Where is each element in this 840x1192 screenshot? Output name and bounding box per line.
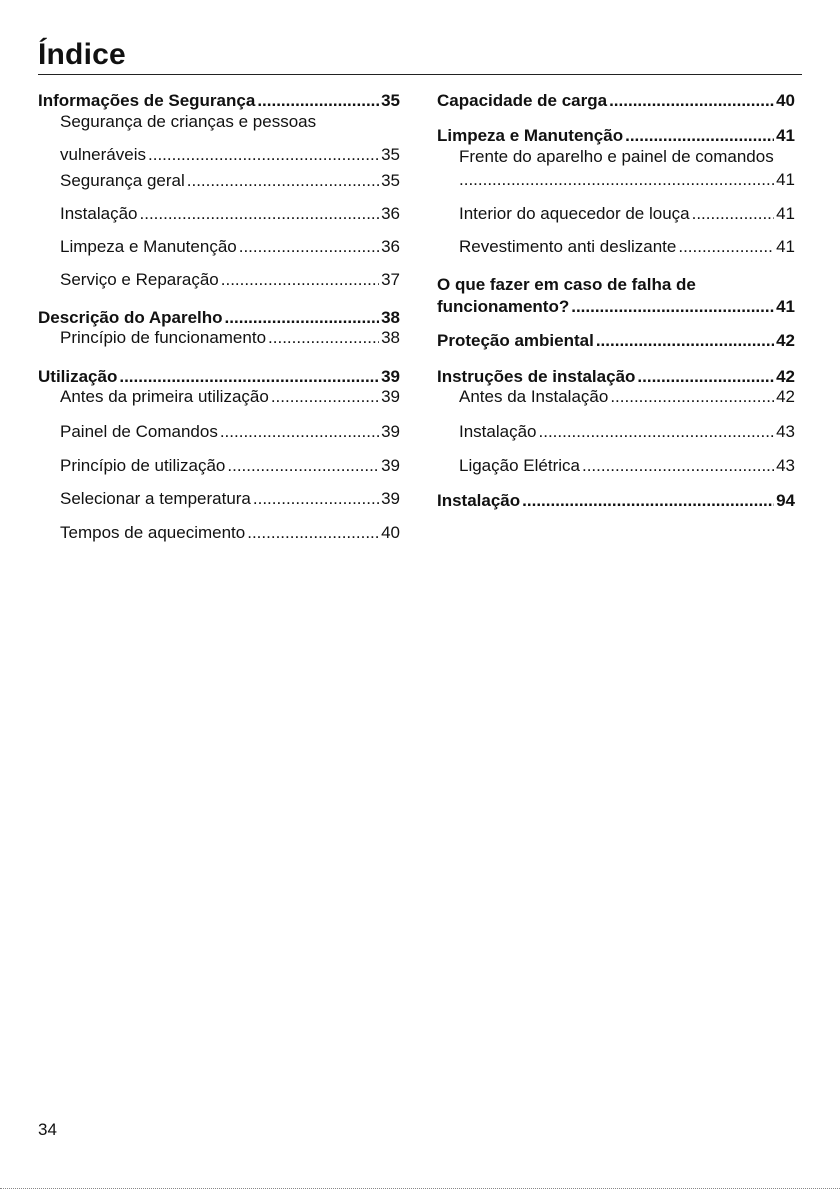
dot-leader (610, 386, 774, 408)
toc-entry-antes-instalacao[interactable]: Antes da Instalação ..... 42 (437, 386, 795, 408)
dot-leader (692, 203, 774, 225)
toc-entry-instalacao[interactable]: Instalação ..... 36 (38, 203, 400, 225)
dot-leader (225, 307, 380, 329)
dot-leader (637, 366, 774, 388)
dot-leader (119, 366, 379, 388)
dot-leader (247, 522, 379, 544)
toc-entry-seguranca-geral[interactable]: Segurança geral ..... 35 (38, 170, 400, 192)
toc-entry-descricao-aparelho[interactable]: Descrição do Aparelho ..... 38 (38, 307, 400, 329)
dot-leader (268, 327, 379, 349)
dot-leader (148, 144, 379, 166)
dot-leader (582, 455, 774, 477)
toc-entry-tempos-aquecimento[interactable]: Tempos de aquecimento ..... 40 (38, 522, 400, 544)
toc-entry-principio-utilizacao[interactable]: Princípio de utilização ..... 39 (38, 455, 400, 477)
dot-leader (253, 488, 379, 510)
page-title: Índice (38, 38, 126, 71)
toc-entry-limpeza-manutencao[interactable]: Limpeza e Manutenção ..... 36 (38, 236, 400, 258)
toc-entry-ligacao-eletrica[interactable]: Ligação Elétrica ..... 43 (437, 455, 795, 477)
bottom-dotted-edge (0, 1188, 840, 1189)
toc-entry-seguranca-criancas[interactable]: Segurança de crianças e pessoas vulneráveis ..... 35 (38, 111, 400, 166)
dot-leader (609, 90, 774, 112)
toc-entry-selecionar-temperatura[interactable]: Selecionar a temperatura ..... 39 (38, 488, 400, 510)
dot-leader (571, 296, 774, 318)
dot-leader (257, 90, 379, 112)
toc-entry-instrucoes-instalacao[interactable]: Instruções de instalação ..... 42 (437, 366, 795, 388)
toc-entry-capacidade-carga[interactable]: Capacidade de carga ..... 40 (437, 90, 795, 112)
dot-leader (271, 386, 379, 408)
toc-entry-principio-funcionamento[interactable]: Princípio de funcionamento ..... 38 (38, 327, 400, 349)
dot-leader (678, 236, 774, 258)
toc-entry-servico-reparacao[interactable]: Serviço e Reparação ..... 37 (38, 269, 400, 291)
dot-leader (596, 330, 774, 352)
dot-leader (220, 421, 379, 443)
toc-entry-o-que-fazer[interactable]: O que fazer em caso de falha de funcionamento? ..... 41 (437, 274, 795, 318)
toc-entry-utilizacao[interactable]: Utilização ..... 39 (38, 366, 400, 388)
dot-leader (625, 125, 774, 147)
dot-leader (140, 203, 380, 225)
dot-leader (539, 421, 775, 443)
dot-leader (239, 236, 379, 258)
toc-entry-antes-primeira-utilizacao[interactable]: Antes da primeira utilização ..... 39 (38, 386, 400, 408)
toc-entry-painel-comandos[interactable]: Painel de Comandos ..... 39 (38, 421, 400, 443)
dot-leader (522, 490, 774, 512)
title-divider (38, 74, 802, 75)
toc-entry-frente-aparelho[interactable]: Frente do aparelho e painel de comandos ..... 41 (437, 146, 795, 191)
dot-leader (227, 455, 379, 477)
toc-entry-interior-aquecedor[interactable]: Interior do aquecedor de louça ..... 41 (437, 203, 795, 225)
toc-entry-informacoes-seguranca[interactable]: Informações de Segurança ..... 35 (38, 90, 400, 112)
page-number: 34 (38, 1120, 57, 1139)
toc-entry-limpeza-manutencao-main[interactable]: Limpeza e Manutenção ..... 41 (437, 125, 795, 147)
toc-entry-revestimento[interactable]: Revestimento anti deslizante ..... 41 (437, 236, 795, 258)
toc-entry-instalacao-main[interactable]: Instalação ..... 94 (437, 490, 795, 512)
dot-leader (187, 170, 379, 192)
toc-entry-protecao-ambiental[interactable]: Proteção ambiental ..... 42 (437, 330, 795, 352)
toc-entry-instalacao-sub[interactable]: Instalação ..... 43 (437, 421, 795, 443)
dot-leader (221, 269, 379, 291)
dot-leader (459, 169, 774, 191)
